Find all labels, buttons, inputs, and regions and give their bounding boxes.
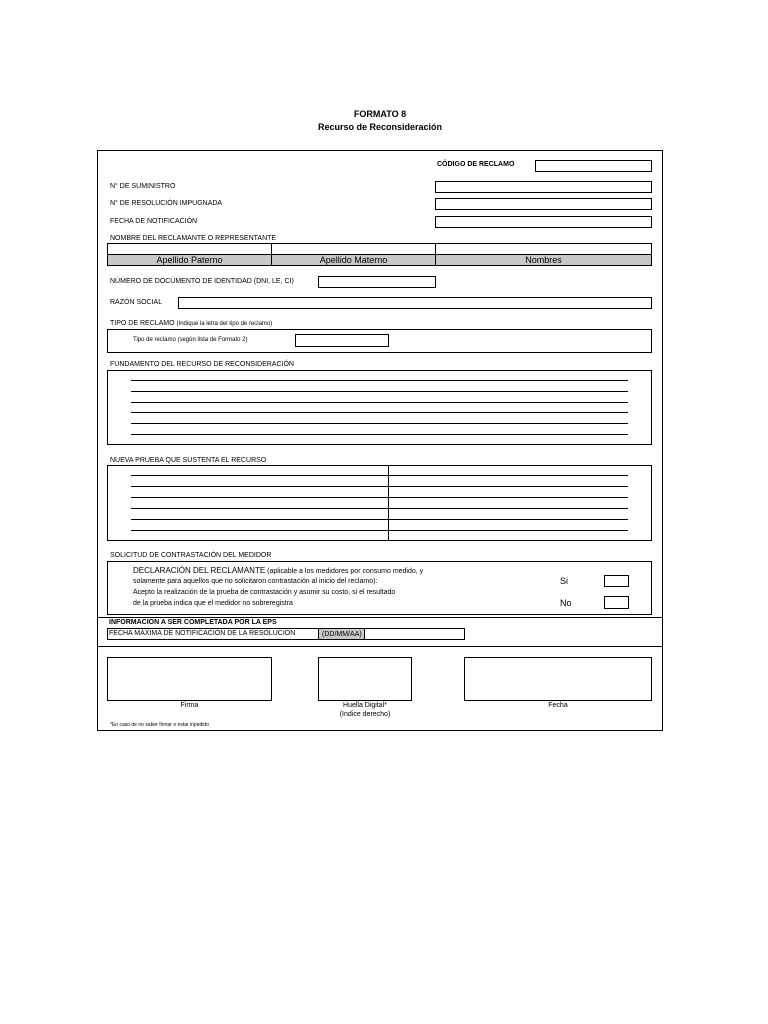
huella-sublabel: (Indice derecho) [339,711,391,718]
codigo-reclamo-label: CÓDIGO DE RECLAMO [437,161,515,168]
si-checkbox[interactable] [604,575,629,587]
suministro-field[interactable] [435,181,652,193]
form-title: FORMATO 8 [353,109,407,119]
razon-social-field[interactable] [178,297,652,309]
fundamento-title: FUNDAMENTO DEL RECURSO DE RECONSIDERACIÓN [110,361,294,368]
declaracion-text-2: solamente para aquellos que no solicitaron contrastación al inicio del reclamo): [133,578,378,585]
declaracion-line-1 [133,566,423,575]
footnote: *En caso de no saber firmar o estar inpedido [110,722,209,728]
fundamento-line [131,391,628,392]
no-label: No [560,598,572,608]
documento-field[interactable] [318,276,436,288]
firma-box[interactable] [107,657,272,701]
nueva-prueba-line [131,508,628,509]
nueva-prueba-line [131,530,628,531]
firma-label: Firma [180,702,199,709]
fecha-notificacion-label: FECHA DE NOTIFICACIÓN [110,218,198,225]
nombres-header: Nombres [435,254,652,266]
apellido-paterno-header: Apellido Paterno [107,254,272,266]
declaracion-title: DECLARACIÓN DEL RECLAMANTE [133,566,266,575]
tipo-reclamo-heading [110,320,272,327]
fecha-firma-box[interactable] [464,657,652,701]
si-label: Si [560,576,569,586]
fundamento-line [131,412,628,413]
nueva-prueba-line [131,486,628,487]
fundamento-line [131,402,628,403]
codigo-reclamo-field[interactable] [535,160,652,172]
fecha-notificacion-field[interactable] [435,216,652,228]
tipo-reclamo-title: TIPO DE RECLAMO [110,320,175,327]
fecha-label: Fecha [548,702,568,709]
nueva-prueba-line [131,475,628,476]
razon-social-label: RAZÓN SOCIAL [110,299,163,306]
tipo-reclamo-hint: (Indique la letra del tipo de reclamo) [176,321,273,327]
nueva-prueba-line [131,497,628,498]
fundamento-line [131,380,628,381]
apellido-materno-header: Apellido Materno [271,254,436,266]
fecha-maxima-label: FECHA MÁXIMA DE NOTIFICACIÓN DE LA RESOLUCIÓN [109,630,296,637]
contrastacion-title: SOLICITUD DE CONTRASTACIÓN DEL MEDIDOR [110,552,272,559]
declaracion-text-1: (aplicable a los medidores por consumo medido, y [267,568,424,575]
eps-divider-top [97,617,663,618]
nueva-prueba-title: NUEVA PRUEBA QUE SUSTENTA EL RECURSO [110,457,267,464]
date-format-hint: (DD/MM/AA) [318,628,365,640]
huella-label: Huella Digital* [343,702,387,709]
fecha-maxima-field[interactable] [364,628,465,640]
declaracion-text-3: Acepto la realización de la prueba de contrastación y asumir su costo, si el resultado [133,589,396,596]
no-checkbox[interactable] [604,596,629,609]
nueva-prueba-line [131,519,628,520]
documento-label: NÚMERO DE DOCUMENTO DE IDENTIDAD (DNI, LE, CI) [110,278,294,285]
tipo-reclamo-label: Tipo de reclamo (según lista de Formato 2) [133,337,248,343]
nombre-reclamante-label: NOMBRE DEL RECLAMANTE O REPRESENTANTE [110,235,277,242]
suministro-label: N° DE SUMINISTRO [110,183,176,190]
form-subtitle: Recurso de Reconsideración [317,122,443,132]
eps-divider-bottom [97,646,663,647]
declaracion-text-4: de la prueba indica que el medidor no sobreregistra [133,600,293,607]
resolucion-label: N° DE RESOLUCIÓN IMPUGNADA [110,200,223,207]
resolucion-field[interactable] [435,198,652,210]
eps-title: INFORMACIÓN A SER COMPLETADA POR LA EPS [109,619,277,626]
huella-box[interactable] [318,657,412,701]
tipo-reclamo-field[interactable] [295,334,389,347]
fundamento-line [131,423,628,424]
fundamento-line [131,434,628,435]
